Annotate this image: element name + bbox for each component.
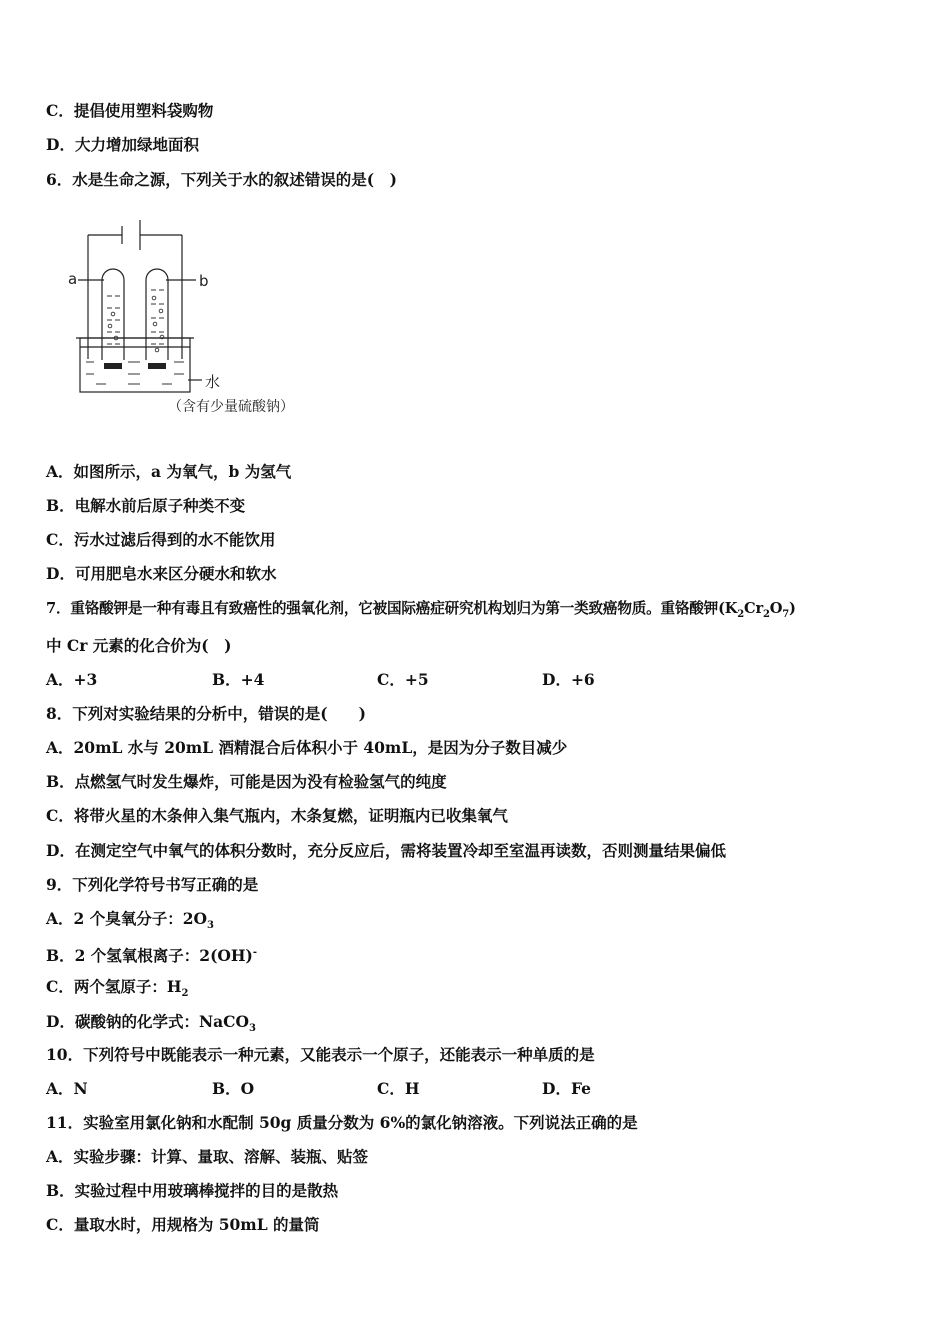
q11-option-c: C．量取水时，用规格为 50mL 的量筒 (46, 1215, 320, 1234)
q8-option-d: D．在测定空气中氧气的体积分数时，充分反应后，需将装置冷却至室温再读数，否则测量结果偏低 (46, 841, 726, 860)
label-b: b (199, 272, 209, 290)
electrolysis-apparatus-diagram (66, 214, 326, 419)
q6-option-d: D．可用肥皂水来区分硬水和软水 (46, 564, 277, 583)
q7-option-a: A．+3 (46, 670, 98, 689)
q9-option-b: B．2 个氢氧根离子：2(OH)- (46, 946, 258, 966)
q7-option-c: C．+5 (377, 670, 429, 689)
q6-stem: 6．水是生命之源，下列关于水的叙述错误的是( ) (46, 170, 397, 189)
q5-option-c: C．提倡使用塑料袋购物 (46, 101, 214, 120)
q7-options (46, 670, 746, 690)
q10-option-c: C．H (377, 1079, 420, 1098)
q10-option-d: D．Fe (542, 1079, 591, 1098)
q5-option-d: D．大力增加绿地面积 (46, 135, 199, 154)
q8-option-c: C．将带火星的木条伸入集气瓶内，木条复燃，证明瓶内已收集氧气 (46, 806, 508, 825)
q8-option-b: B．点燃氢气时发生爆炸，可能是因为没有检验氢气的纯度 (46, 772, 447, 791)
label-water: 水 (205, 373, 221, 391)
q6-option-a: A．如图所示，a 为氧气，b 为氢气 (46, 462, 292, 481)
q10-option-a: A．N (46, 1079, 88, 1098)
q8-option-a: A．20mL 水与 20mL 酒精混合后体积小于 40mL，是因为分子数目减少 (46, 738, 568, 757)
q9-option-a: A．2 个臭氧分子：$2O_3$ (46, 909, 214, 932)
q6-option-b: B．电解水前后原子种类不变 (46, 496, 246, 515)
label-a: a (68, 270, 78, 288)
label-note: （含有少量硫酸钠） (168, 399, 294, 415)
q7-option-d: D．+6 (542, 670, 595, 689)
q8-stem: 8．下列对实验结果的分析中，错误的是( ) (46, 704, 366, 723)
q10-options (46, 1079, 746, 1099)
q10-option-b: B．O (212, 1079, 255, 1098)
q7-option-b: B．+4 (212, 670, 265, 689)
q11-option-a: A．实验步骤：计算、量取、溶解、装瓶、贴签 (46, 1147, 369, 1166)
q7-stem-line1: 7．重铬酸钾是一种有毒且有致癌性的强氧化剂，它被国际癌症研究机构划归为第一类致癌物质。重铬酸钾$(K_2Cr_2O_7)$ (46, 600, 796, 620)
q9-option-d: D．碳酸钠的化学式：NaCO$_3$ (46, 1012, 256, 1035)
q7-stem-line2: 中 Cr 元素的化合价为( ) (46, 636, 232, 655)
q9-option-c: C．两个氢原子：$H_2$ (46, 977, 189, 1000)
q11-stem: 11．实验室用氯化钠和水配制 50g 质量分数为 6%的氯化钠溶液。下列说法正确的是 (46, 1113, 638, 1132)
q9-stem: 9．下列化学符号书写正确的是 (46, 875, 259, 894)
q6-option-c: C．污水过滤后得到的水不能饮用 (46, 530, 276, 549)
q11-option-b: B．实验过程中用玻璃棒搅拌的目的是散热 (46, 1181, 339, 1200)
q10-stem: 10．下列符号中既能表示一种元素，又能表示一个原子，还能表示一种单质的是 (46, 1045, 595, 1064)
